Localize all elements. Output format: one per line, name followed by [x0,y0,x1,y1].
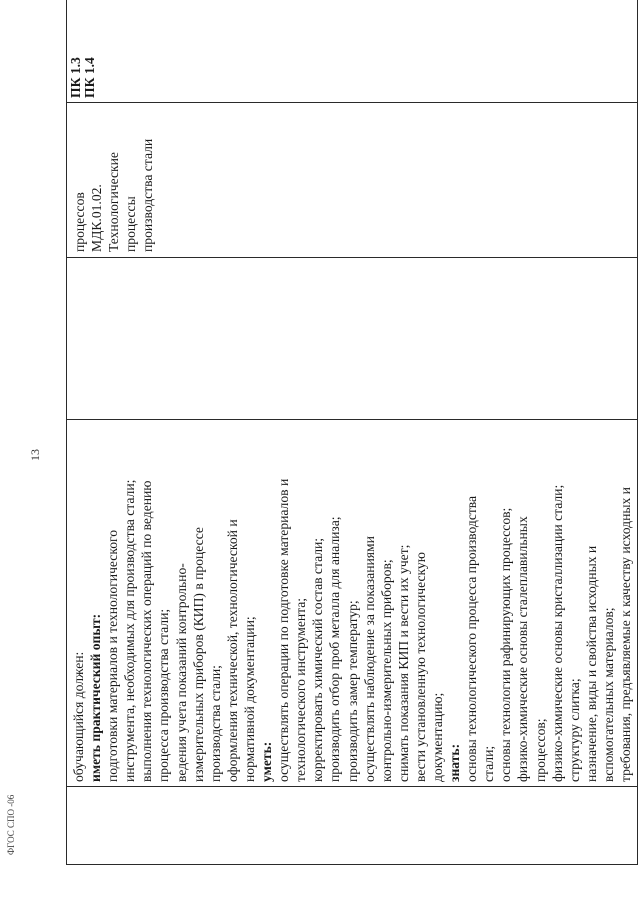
requirement-line: основы технологического процесса производства [464,495,480,782]
section-heading: иметь практический опыт: [88,613,104,782]
requirement-line: измерительных приборов (КИП) в процессе [190,527,206,782]
competency-code: ПК 1.4 [82,57,97,98]
module-list [71,107,156,252]
module-line: производства стали [140,138,156,252]
requirement-line: контрольно-измерительных приборов; [378,559,394,782]
curriculum-table [66,0,638,865]
section-heading: знать: [447,743,463,782]
section-heading: уметь: [259,741,275,782]
requirement-line: назначение, виды и свойства исходных и [583,545,599,782]
requirement-line: технологического инструмента; [293,597,309,782]
requirements-cell [67,420,638,787]
page-number: 13 [28,449,42,461]
requirement-line: осуществлять операции по подготовке материалов и [276,478,292,782]
requirement-line: документацию; [429,692,445,782]
requirement-line: требования, предъявляемые к качеству исходных и [618,487,633,782]
requirement-line: корректировать химический состав стали; [310,537,326,782]
requirement-line: снимать показания КИП и вести их учет; [395,544,411,782]
requirement-line: основы технологии рафинирующих процессов; [498,507,514,782]
requirement-line: нормативной документации; [241,616,257,782]
requirement-line: структуру слитка; [566,678,582,782]
requirement-line: физико-химические основы кристаллизации стали; [549,484,565,782]
requirement-line: выполнения технологических операций по ведению [139,480,155,782]
requirement-line: инструмента, необходимых для производства стали; [122,479,138,782]
requirement-line: оформления технической, технологической и [224,519,240,782]
module-line: Технологические [106,152,122,252]
requirement-line: производить замер температур; [344,600,360,782]
module-cell [67,103,638,258]
module-line: процессов [72,192,87,252]
requirement-line: физико-химические основы сталеплавильных [515,516,531,782]
requirement-line: подготовки материалов и технологического [105,529,121,782]
competency-list [69,0,97,98]
requirement-line: ведения учета показаний контрольно- [173,563,189,782]
requirement-line: осуществлять наблюдение за показаниями [361,536,377,782]
index-cell [67,787,638,865]
requirement-line: процесса производства стали; [156,608,172,782]
requirement-line: вспомогательных материалов; [600,607,616,782]
hours-cell [67,258,638,420]
module-line: МДК.01.02. [89,184,105,252]
requirement-line: вести установленную технологическую [412,552,428,782]
competency-code: ПК 1.3 [68,57,83,98]
table-row [67,0,638,865]
footer-code: ФГОС СПО -06 [6,794,16,855]
requirement-line: производить отбор проб металла для анализа; [327,516,343,782]
competency-cell [67,0,638,103]
requirement-line: процессов; [532,718,548,782]
requirement-line: производства стали; [207,665,223,782]
module-line: процессы [123,196,139,252]
requirement-line: обучающийся должен: [71,651,86,782]
requirement-line: стали; [481,745,497,782]
requirements-list [70,424,634,782]
